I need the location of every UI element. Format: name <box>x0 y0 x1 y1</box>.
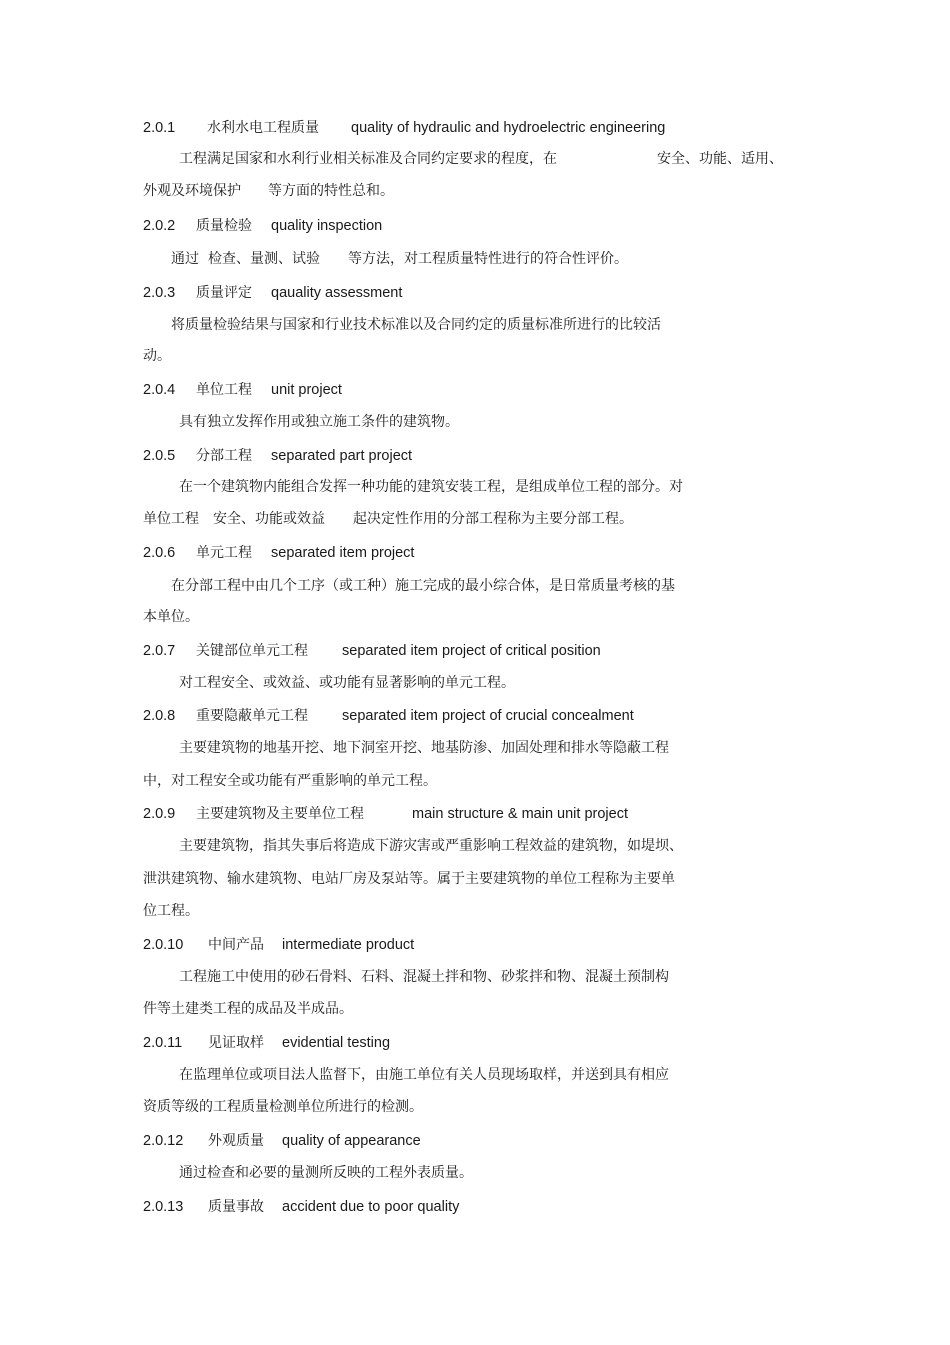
term-english: quality inspection <box>271 218 383 234</box>
definition-text: 主要建筑物，指其失事后将造成下游灾害或严重影响工程效益的建筑物，如堤坝、 <box>179 838 683 854</box>
term-number: 2.0.10 <box>143 937 184 953</box>
term-english: separated part project <box>271 448 413 464</box>
term-english: main structure & main unit project <box>412 806 628 822</box>
term-number: 2.0.11 <box>143 1035 183 1051</box>
term-definition-line <box>143 510 199 528</box>
term-english: intermediate product <box>282 937 415 953</box>
definition-text: 安全、功能或效益 <box>213 511 325 527</box>
definition-text: 起决定性作用的分部工程称为主要分部工程。 <box>353 511 633 527</box>
term-definition-line <box>657 150 783 168</box>
term-chinese: 中间产品 <box>208 937 264 953</box>
term-number: 2.0.2 <box>143 218 176 234</box>
definition-text: 中，对工程安全或功能有严重影响的单元工程。 <box>143 773 437 789</box>
term-chinese: 质量事故 <box>208 1199 264 1215</box>
term-english: quality of appearance <box>282 1133 421 1149</box>
term-chinese: 关键部位单元工程 <box>196 643 308 659</box>
definition-text: 安全、功能、适用、 <box>657 151 783 167</box>
term-definition-line <box>179 1066 669 1084</box>
definition-text: 资质等级的工程质量检测单位所进行的检测。 <box>143 1099 423 1115</box>
term-definition-line <box>143 772 437 790</box>
term-number: 2.0.6 <box>143 545 176 561</box>
term-chinese: 单元工程 <box>196 545 252 561</box>
term-definition-line <box>171 250 199 268</box>
term-chinese: 水利水电工程质量 <box>207 120 319 136</box>
term-chinese: 质量评定 <box>196 285 252 301</box>
term-number: 2.0.5 <box>143 448 176 464</box>
term-chinese: 主要建筑物及主要单位工程 <box>196 806 364 822</box>
definition-text: 通过 <box>171 251 199 267</box>
term-definition-line <box>353 510 633 528</box>
definition-text: 等方面的特性总和。 <box>268 183 394 199</box>
term-chinese: 重要隐蔽单元工程 <box>196 708 308 724</box>
term-definition-line <box>143 182 241 200</box>
term-number: 2.0.8 <box>143 708 176 724</box>
term-definition-line <box>179 413 459 431</box>
term-definition-line <box>171 577 675 595</box>
definition-text: 对工程安全、或效益、或功能有显著影响的单元工程。 <box>179 675 515 691</box>
term-definition-line <box>208 250 320 268</box>
term-english: quality of hydraulic and hydroelectric engineering <box>351 120 666 136</box>
definition-text: 等方法，对工程质量特性进行的符合性评价。 <box>348 251 628 267</box>
term-number: 2.0.3 <box>143 285 176 301</box>
term-definition-line <box>179 150 557 168</box>
term-chinese: 分部工程 <box>196 448 252 464</box>
definition-text: 在分部工程中由几个工序（或工种）施工完成的最小综合体，是日常质量考核的基 <box>171 578 675 594</box>
term-definition-line <box>179 1164 473 1182</box>
definition-text: 在一个建筑物内能组合发挥一种功能的建筑安装工程，是组成单位工程的部分。对 <box>179 479 683 495</box>
term-chinese: 单位工程 <box>196 382 252 398</box>
term-number: 2.0.12 <box>143 1133 184 1149</box>
term-definition-line <box>143 870 675 888</box>
definition-text: 泄洪建筑物、输水建筑物、电站厂房及泵站等。属于主要建筑物的单位工程称为主要单 <box>143 871 675 887</box>
definition-text: 位工程。 <box>143 903 199 919</box>
term-definition-line <box>348 250 628 268</box>
definition-text: 在监理单位或项目法人监督下，由施工单位有关人员现场取样，并送到具有相应 <box>179 1067 669 1083</box>
term-english: separated item project of crucial concealment <box>342 708 634 724</box>
term-definition-line <box>179 674 515 692</box>
definition-text: 将质量检验结果与国家和行业技术标准以及合同约定的质量标准所进行的比较活 <box>171 317 661 333</box>
term-definition-line <box>179 478 683 496</box>
term-number: 2.0.9 <box>143 806 176 822</box>
definition-text: 件等土建类工程的成品及半成品。 <box>143 1001 353 1017</box>
term-definition-line <box>213 510 325 528</box>
definition-text: 单位工程 <box>143 511 199 527</box>
definition-text: 动。 <box>143 348 171 364</box>
term-chinese: 质量检验 <box>196 218 252 234</box>
term-number: 2.0.4 <box>143 382 176 398</box>
term-english: unit project <box>271 382 342 398</box>
term-chinese: 外观质量 <box>208 1133 264 1149</box>
term-english: separated item project <box>271 545 415 561</box>
term-number: 2.0.13 <box>143 1199 184 1215</box>
term-definition-line <box>179 837 683 855</box>
term-definition-line <box>143 1098 423 1116</box>
term-english: accident due to poor quality <box>282 1199 460 1215</box>
term-chinese: 见证取样 <box>208 1035 264 1051</box>
term-number: 2.0.7 <box>143 643 176 659</box>
term-definition-line <box>171 316 661 334</box>
definition-text: 外观及环境保护 <box>143 183 241 199</box>
definition-text: 具有独立发挥作用或独立施工条件的建筑物。 <box>179 414 459 430</box>
term-definition-line <box>143 608 199 626</box>
term-number: 2.0.1 <box>143 120 176 136</box>
definition-text: 本单位。 <box>143 609 199 625</box>
definition-text: 主要建筑物的地基开挖、地下洞室开挖、地基防渗、加固处理和排水等隐蔽工程 <box>179 740 669 756</box>
term-definition-line <box>143 902 199 920</box>
term-definition-line <box>268 182 394 200</box>
term-definition-line <box>179 968 669 986</box>
term-english: evidential testing <box>282 1035 391 1051</box>
term-english: separated item project of critical position <box>342 643 601 659</box>
term-english: qauality assessment <box>271 285 403 301</box>
definition-text: 工程施工中使用的砂石骨料、石料、混凝土拌和物、砂浆拌和物、混凝土预制构 <box>179 969 669 985</box>
definition-text: 工程满足国家和水利行业相关标准及合同约定要求的程度，在 <box>179 151 557 167</box>
term-definition-line <box>143 347 171 365</box>
definition-text: 通过检查和必要的量测所反映的工程外表质量。 <box>179 1165 473 1181</box>
definition-text: 检查、量测、试验 <box>208 251 320 267</box>
term-definition-line <box>143 1000 353 1018</box>
term-definition-line <box>179 739 669 757</box>
